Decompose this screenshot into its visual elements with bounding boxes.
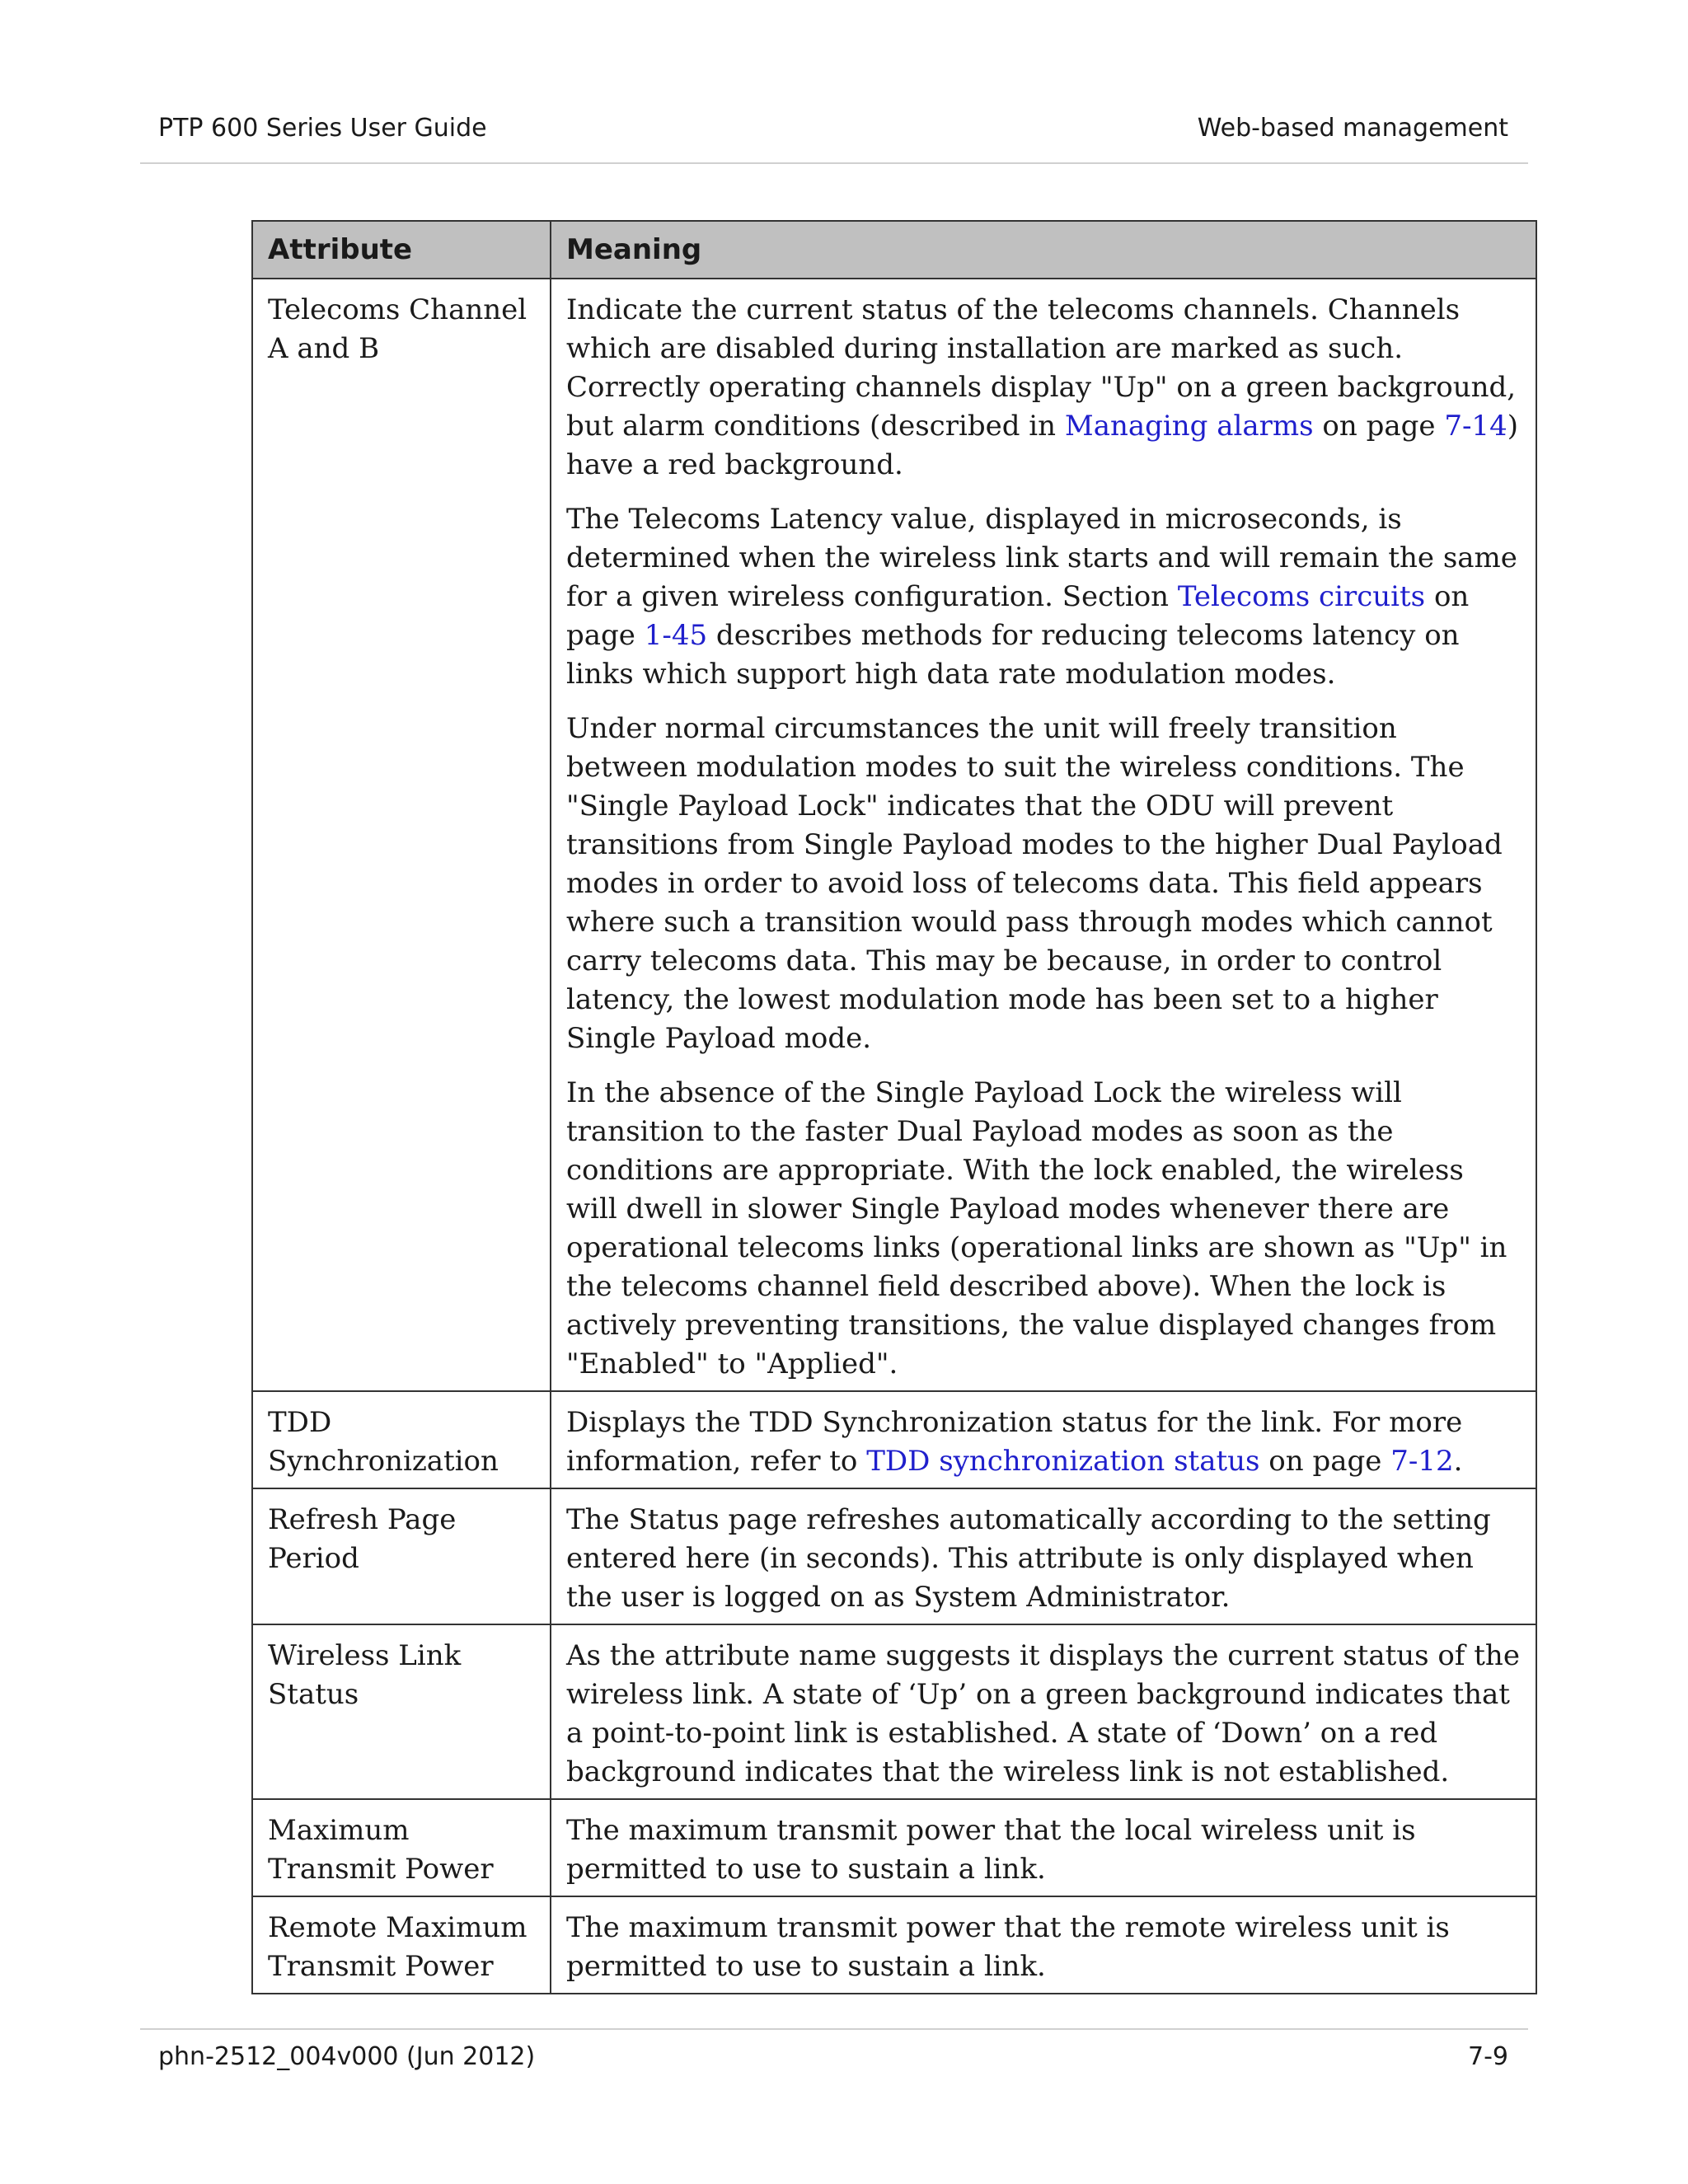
text-run: ) have a red background. (566, 410, 1518, 481)
meaning-paragraph: Under normal circumstances the unit will freely transition between modulation modes to suit the wireless conditions. The "Single Payload Lock" indicates that the ODU will prevent transitions from Single Payload modes to the higher Dual Payload modes in order to avoid loss of telecoms data. This field appears where such a transition would pass through modes which cannot carry telecoms data. This may be because, in order to control latency, the lowest modulation mode has been set to a higher Single Payload mode. (566, 712, 1503, 1055)
attribute-cell: Maximum Transmit Power (252, 1799, 551, 1896)
telecoms-circuits-link[interactable]: Telecoms circuits (1177, 580, 1426, 613)
header-section-title: Web-based management (1197, 114, 1508, 143)
managing-alarms-link[interactable]: Managing alarms (1064, 410, 1314, 443)
text-run: . (1453, 1445, 1463, 1478)
page-footer (140, 2042, 1528, 2079)
table-row (252, 1896, 1536, 1994)
page-7-14-link[interactable]: 7-14 (1444, 410, 1507, 443)
table-row (252, 279, 1536, 1391)
attribute-cell: Wireless Link Status (252, 1624, 551, 1799)
footer-document-id: phn-2512_004v000 (Jun 2012) (158, 2042, 536, 2071)
table-row (252, 1799, 1536, 1896)
page-number: 7-9 (1468, 2042, 1508, 2071)
meaning-cell (551, 1391, 1536, 1488)
meaning-paragraph: In the absence of the Single Payload Lock the wireless will transition to the faster Dual Payload modes as soon as the conditions are appropriate. With the lock enabled, the wireless will dwell in slower Single Payload modes whenever there are operational telecoms links (operational links are shown as "Up" in the telecoms channel field described above). When the lock is actively preventing transitions, the value displayed changes from "Enabled" to "Applied". (566, 1076, 1507, 1380)
table-header-row (252, 221, 1536, 279)
text-run: The Telecoms Latency value, displayed in microseconds, is determined when the wireless link starts and will remain the same for a given wireless configuration. Section (566, 503, 1517, 613)
table-row (252, 1391, 1536, 1488)
header-document-title: PTP 600 Series User Guide (158, 114, 487, 143)
column-header-attribute: Attribute (252, 221, 551, 279)
table-row (252, 1488, 1536, 1624)
meaning-paragraph (566, 291, 1521, 485)
meaning-cell: The Status page refreshes automatically according to the setting entered here (in seconds). This attribute is only displayed when the user is logged on as System Administrator. (551, 1488, 1536, 1624)
text-run: Displays the TDD Synchronization status for the link. For more information, refer to (566, 1406, 1463, 1478)
attribute-cell: Refresh Page Period (252, 1488, 551, 1624)
attribute-cell: Telecoms Channel A and B (252, 279, 551, 1391)
tdd-synchronization-status-link[interactable]: TDD synchronization status (866, 1445, 1260, 1478)
footer-divider (140, 2028, 1528, 2030)
text-run: Indicate the current status of the telecoms channels. Channels which are disabled during installation are marked as such. Correctly operating channels display "Up" on a green background, but alarm conditions (described in (566, 293, 1517, 443)
page-1-45-link[interactable]: 1-45 (644, 619, 708, 652)
page-7-12-link[interactable]: 7-12 (1390, 1445, 1454, 1478)
text-run: describes methods for reducing telecoms latency on links which support high data rate modulation modes. (566, 619, 1460, 691)
page-header (140, 114, 1528, 150)
meaning-cell (551, 279, 1536, 1391)
attribute-cell: TDD Synchronization (252, 1391, 551, 1488)
text-run: on page (1259, 1445, 1391, 1478)
header-divider (140, 162, 1528, 164)
column-header-meaning: Meaning (551, 221, 1536, 279)
text-run: on page (1313, 410, 1445, 443)
attribute-cell: Remote Maximum Transmit Power (252, 1896, 551, 1994)
meaning-cell: The maximum transmit power that the local wireless unit is permitted to use to sustain a link. (551, 1799, 1536, 1896)
text-run: on page (566, 580, 1470, 652)
attribute-table (251, 220, 1537, 1994)
table-row (252, 1624, 1536, 1799)
meaning-cell: The maximum transmit power that the remote wireless unit is permitted to use to sustain a link. (551, 1896, 1536, 1994)
meaning-cell: As the attribute name suggests it displays the current status of the wireless link. A state of ‘Up’ on a green background indicates that a point-to-point link is established. A state of ‘Down’ on a red background indicates that the wireless link is not established. (551, 1624, 1536, 1799)
meaning-paragraph (566, 500, 1521, 694)
